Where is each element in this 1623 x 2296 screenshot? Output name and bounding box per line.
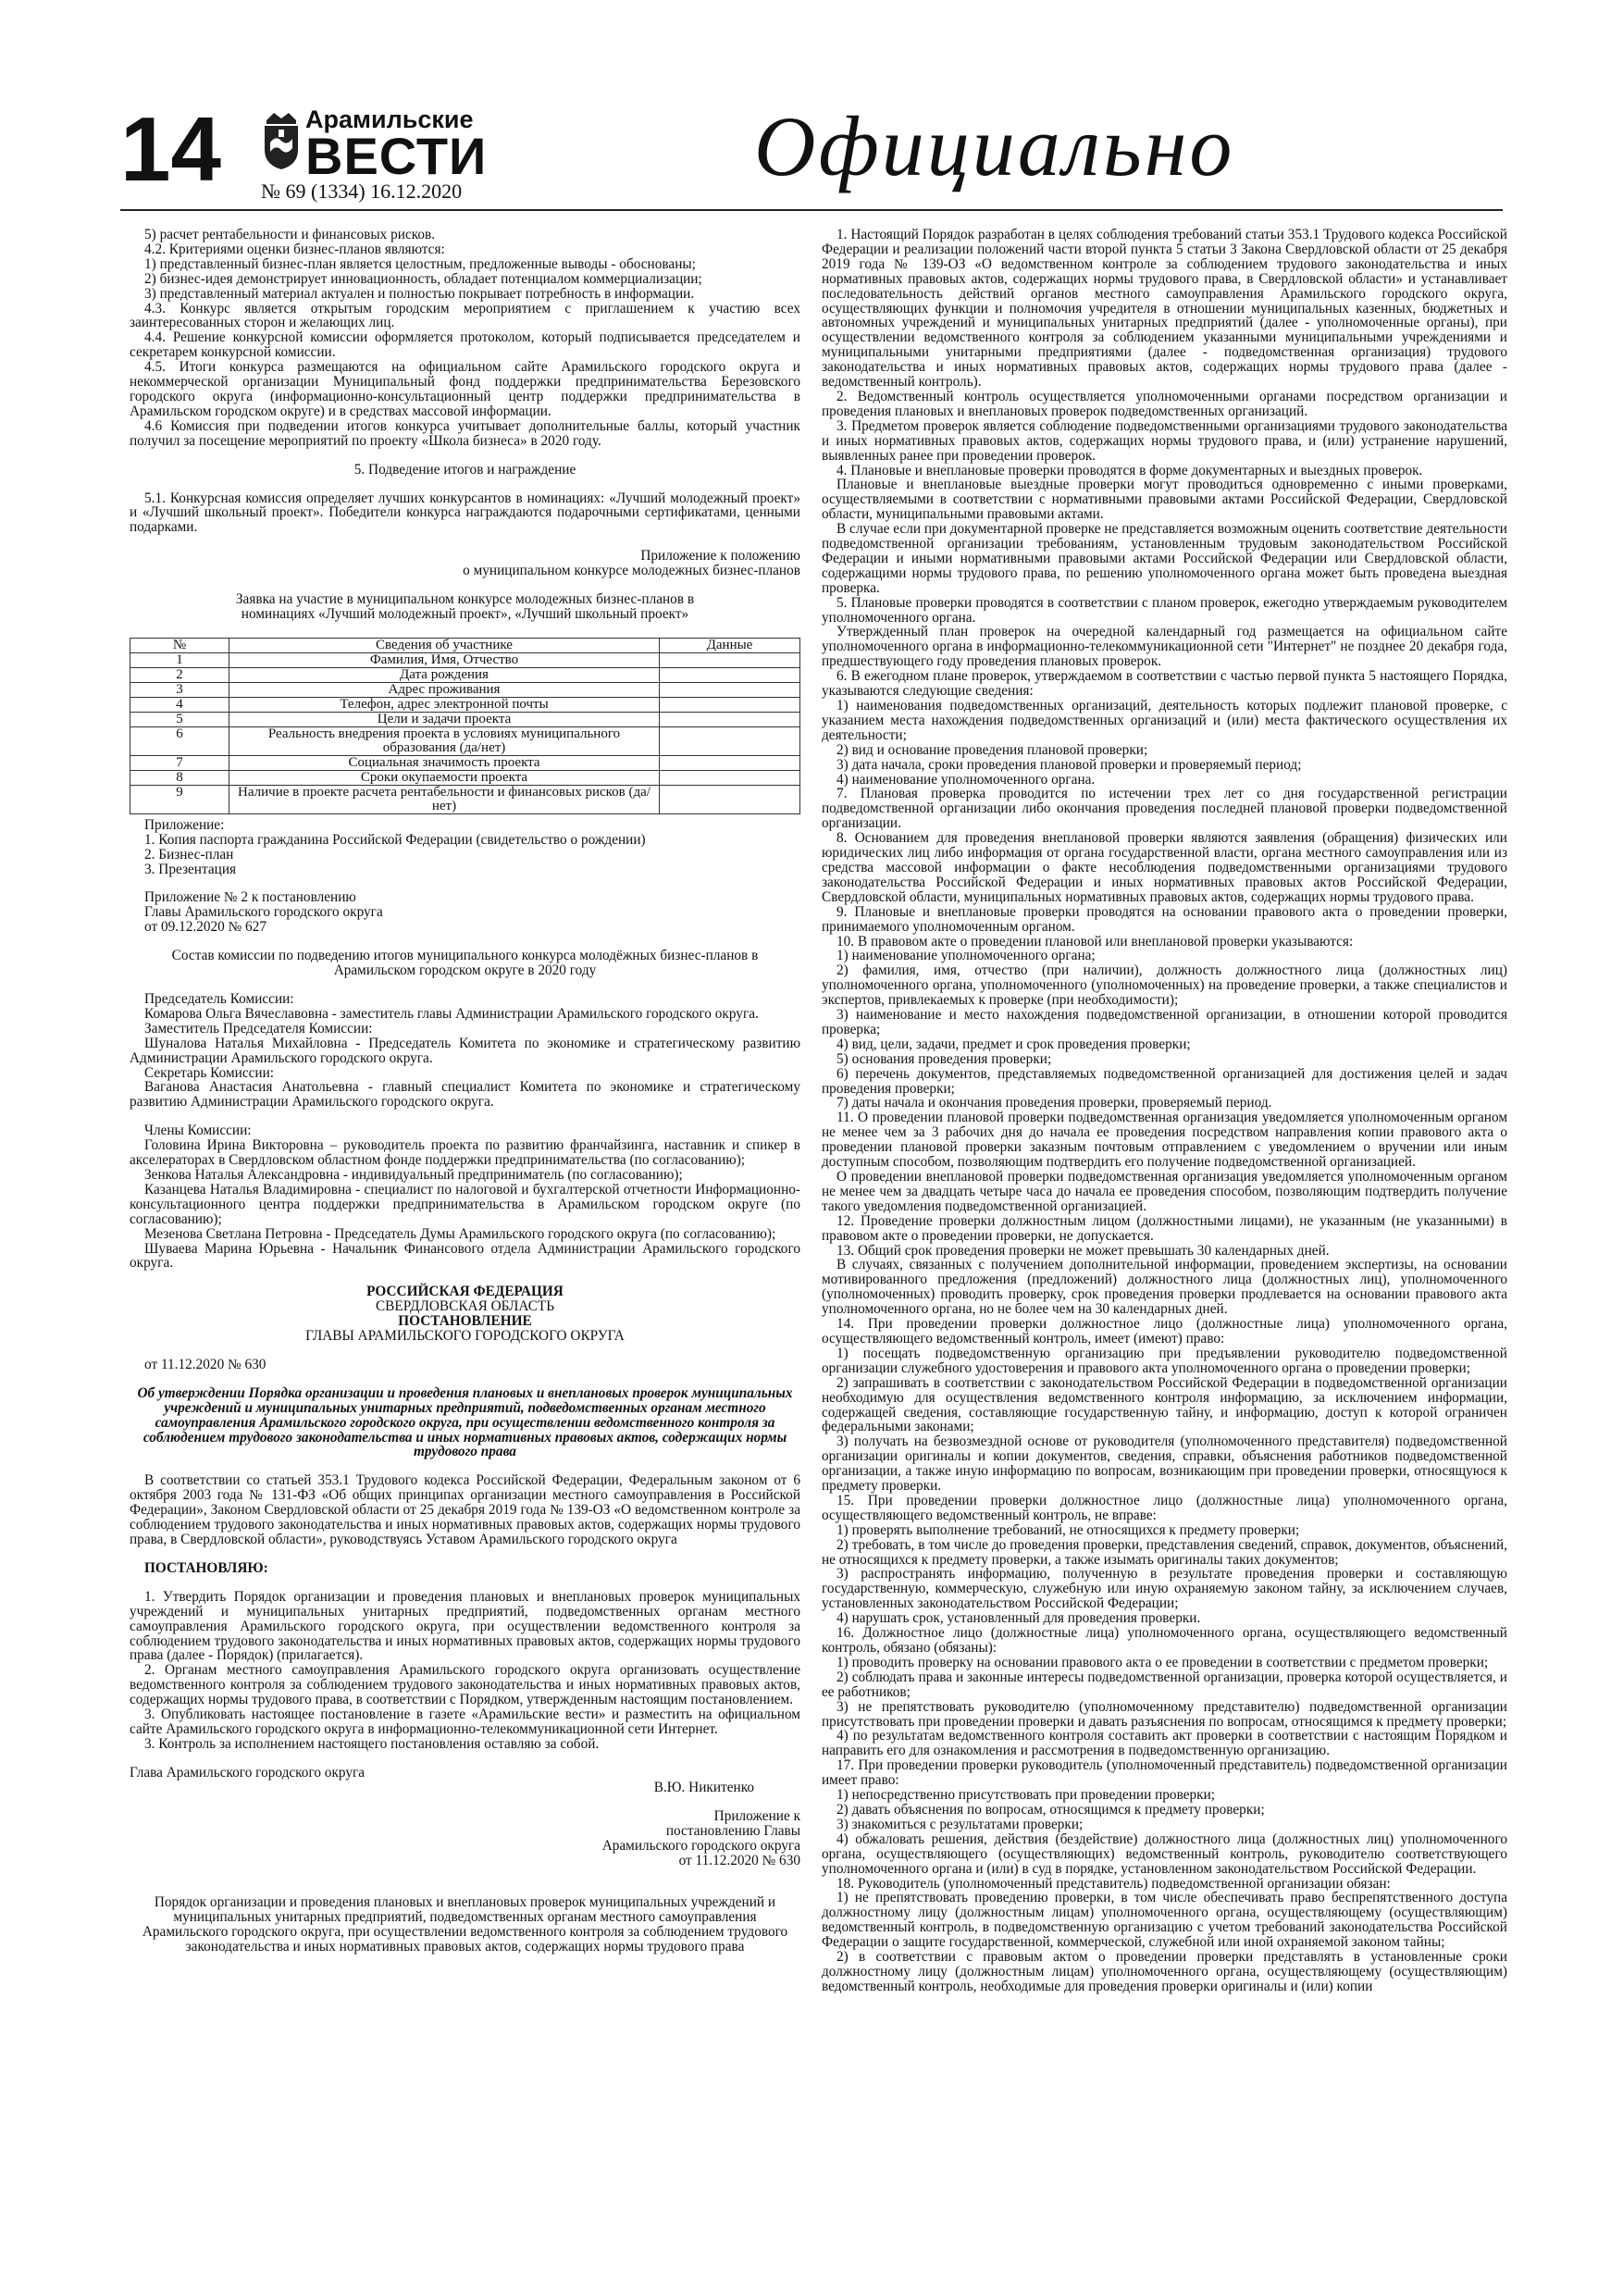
decree-header: СВЕРДЛОВСКАЯ ОБЛАСТЬ	[375, 1298, 555, 1315]
paragraph: 18. Руководитель (уполномоченный представитель) подведомственной организации обязан:	[836, 1875, 1391, 1892]
table-cell: 5	[130, 712, 229, 726]
order-title: Порядок организации и проведения плановых и внеплановых проверок муниципальных учреждений и муниципальных унитарных предприятий, подведомственных органам местного самоуправления Арамильского городского округа, при осуществлении ведомственного контроля за соблюдением трудового законодательства и иных нормативных правовых актов, содержащих нормы трудового права	[142, 1894, 788, 1955]
paragraph: Шуналова Наталья Михайловна - Председатель Комитета по экономике и стратегическому развитию Администрации Арамильского городского округа.	[130, 1035, 800, 1066]
paragraph: 5) основания проведения проверки;	[836, 1050, 1052, 1067]
table-cell: 3	[130, 682, 229, 697]
table-row	[130, 785, 800, 813]
paragraph: 3) дата начала, сроки проведения плановой проверки и проверяемый период;	[836, 756, 1302, 773]
table-cell: Телефон, адрес электронной почты	[229, 697, 660, 712]
paragraph: 8. Основанием для проведения внеплановой проверки являются заявления (обращения) физических или юридических лиц либо информация от органа государственной власти, органа местного самоуправления или из средства массовой информации о факте несоблюдения подведомственными организациями трудового законодательства Российской Федерации и иных нормативных правовых актов Российской Федерации, Свердловской области, муниципальных нормативных правовых актов, содержащих нормы трудового права.	[822, 830, 1507, 905]
paragraph: 4.4. Решение конкурсной комиссии оформляется протоколом, который подписывается председателем и секретарем конкурсной комиссии.	[130, 329, 800, 361]
paragraph: 3) не препятствовать руководителю (уполномоченному представителю) подведомственной организации присутствовать при проведении проверки и давать разъяснения по вопросам, относящимся к предмету проверки;	[822, 1698, 1507, 1730]
table-row	[130, 770, 800, 785]
appendix-note: от 09.12.2020 № 627	[144, 919, 266, 936]
appendix-note: Арамильского городского округа	[601, 1837, 800, 1854]
paragraph: 7. Плановая проверка проводится по истечении трех лет со дня государственной регистрации подведомственной организации либо окончания проведения последней плановой проверки подведомственной организации.	[822, 786, 1507, 832]
paragraph: 7) даты начала и окончания проведения проверки, проверяемый период.	[836, 1095, 1272, 1111]
paragraph: 4) по результатам ведомственного контроля составить акт проверки в соответствии с настоящим Порядком и направить его для ознакомления и рассмотрения в подведомственную организацию.	[822, 1728, 1507, 1759]
paragraph: 3) знакомиться с результатами проверки;	[836, 1816, 1084, 1832]
table-cell: Сроки окупаемости проекта	[229, 770, 660, 785]
paragraph: Шуваева Марина Юрьевна - Начальник Финансового отдела Администрации Арамильского городского округа.	[130, 1240, 800, 1272]
table-row	[130, 755, 800, 770]
paragraph: Утвержденный план проверок на очередной календарный год размещается на официальном сайте уполномоченного органа в информационно-телекоммуникационной сети "Интернет" не позднее 20 декабря года, предшествующего году проведения плановых проверок.	[822, 624, 1507, 670]
appendix-note: от 11.12.2020 № 630	[678, 1852, 800, 1868]
table-cell	[660, 667, 800, 682]
table-cell: 9	[130, 785, 229, 813]
paragraph: 3. Контроль за исполнением настоящего постановления оставляю за собой.	[144, 1735, 600, 1752]
table-row	[130, 667, 800, 682]
form-title: Заявка на участие в муниципальном конкурсе молодежных бизнес-планов в номинациях «Лучший молодежный проект», «Лучший школьный проект»	[235, 591, 695, 622]
paragraph: 2) соблюдать права и законные интересы подведомственной организации, проверка которой осуществляется, и ее работников;	[822, 1669, 1507, 1700]
table-cell	[660, 712, 800, 726]
paragraph: 3) наименование и место нахождения подведомственной организации, в отношении которой проводится проверка;	[822, 1007, 1507, 1037]
paragraph: В случае если при документарной проверке не представляется возможным оценить соответствие деятельности подведомственной организации требованиям, установленным трудовым законодательством Российской Федерации и иными нормативными правовыми актами Российской Федерации или Свердловской области, содержащими нормы трудового права, по решению уполномоченного органа может быть проведена выездная проверка.	[822, 521, 1507, 596]
table-cell	[660, 770, 800, 785]
paragraph: 10. В правовом акте о проведении плановой или внеплановой проверки указываются:	[836, 933, 1354, 949]
paragraph: 1) наименования подведомственных организаций, деятельность которых подлежит плановой проверке, с указанием места нахождения подведомственных организаций и (или) места фактического осуществления их деятельности;	[822, 698, 1507, 743]
appendix-note: о муниципальном конкурсе молодежных бизнес-планов	[463, 563, 800, 579]
paragraph: 5.1. Конкурсная комиссия определяет лучших конкурсантов в номинациях: «Лучший молодежный проект» и «Лучший школьный проект». Победители конкурса награждаются подарочными сертификатами, ценными подарками.	[130, 490, 800, 536]
table-cell: 4	[130, 697, 229, 712]
appendix-note: Приложение к	[713, 1807, 800, 1824]
appendix-note: Приложение № 2 к постановлению	[144, 889, 356, 906]
table-cell: 6	[130, 726, 229, 755]
table-row	[130, 697, 800, 712]
issue-number: № 69 (1334) 16.12.2020	[261, 180, 463, 203]
decree-heading: Об утверждении Порядка организации и проведения плановых и внеплановых проверок муниципальных учреждений и муниципальных унитарных предприятий, подведомственных органам местного самоуправления Арамильского городского округа, при осуществлении ведомственного контроля за соблюдением трудового законодательства и иных нормативных правовых актов, содержащих нормы трудового права	[137, 1384, 793, 1460]
paragraph: 15. При проведении проверки должностное лицо (должностные лица) уполномоченного органа, осуществляющего ведомственный контроль, не вправе:	[822, 1492, 1507, 1523]
paragraph: 3. Опубликовать настоящее постановление в газете «Арамильские вести» и разместить на официальном сайте Арамильского городского округа в информационно-телекоммуникационной сети Интернет.	[130, 1706, 800, 1737]
table-cell: Адрес проживания	[229, 682, 660, 697]
table-cell: Реальность внедрения проекта в условиях муниципального образования (да/нет)	[229, 726, 660, 755]
table-header-cell: Данные	[660, 638, 800, 652]
paragraph: 1) представленный бизнес-план является целостным, предложенные выводы - обоснованы;	[144, 255, 696, 272]
decree-header: ГЛАВЫ АРАМИЛЬСКОГО ГОРОДСКОГО ОКРУГА	[305, 1328, 625, 1345]
decree-header: РОССИЙСКАЯ ФЕДЕРАЦИЯ	[366, 1284, 564, 1300]
paragraph: Члены Комиссии:	[144, 1123, 252, 1139]
paragraph: 2) бизнес-идея демонстрирует инновационность, обладает потенциалом коммерциализации;	[144, 270, 702, 287]
rules-block	[130, 228, 800, 449]
paragraph: 1) проверять выполнение требований, не относящихся к предмету проверки;	[836, 1521, 1300, 1538]
paragraph: 6) перечень документов, представляемых подведомственной организацией для достижения целей и задач проведения проверки;	[822, 1065, 1507, 1097]
signer-name: В.Ю. Никитенко	[653, 1779, 754, 1795]
table-row	[130, 726, 800, 755]
table-cell	[660, 697, 800, 712]
paragraph: 4.6 Комиссия при подведении итогов конкурса учитывает дополнительные баллы, который участник получил за посещение мероприятий по проекту «Школа бизнеса» в 2020 году.	[130, 417, 800, 449]
left-column	[130, 228, 800, 1955]
signer-title: Глава Арамильского городского округа	[130, 1764, 365, 1781]
table-cell: Социальная значимость проекта	[229, 755, 660, 770]
page-number: 14	[120, 98, 222, 200]
table-cell: Дата рождения	[229, 667, 660, 682]
header-divider	[120, 209, 1503, 211]
paragraph: 2. Ведомственный контроль осуществляется уполномоченными органами посредством организации и проведения плановых и внеплановых проверок подведомственных организаций.	[822, 388, 1507, 419]
paragraph: 2) в соответствии с правовым актом о проведении проверки представлять в установленные сроки должностному лицу (должностным лицам) уполномоченного органа, осуществляющему (осуществляющим) ведомственный контроль, необходимые для проведения проверки оригиналы и (или) копии	[822, 1949, 1507, 1994]
paragraph: 1) проводить проверку на основании правового акта о ее проведении в соответствии с предметом проверки;	[836, 1654, 1489, 1670]
paragraph: 1) посещать подведомственную организацию при предъявлении руководителю подведомственной организации служебного удостоверения и правового акта уполномоченного органа о проведении проверки;	[822, 1345, 1507, 1376]
coat-of-arms-icon	[261, 109, 302, 170]
paragraph: 4) вид, цели, задачи, предмет и срок проведения проверки;	[836, 1036, 1191, 1052]
paragraph: 2) вид и основание проведения плановой проверки;	[836, 741, 1148, 758]
paragraph: 17. При проведении проверки руководитель (уполномоченный представитель) подведомственной организации имеет право:	[822, 1757, 1507, 1789]
paragraph: О проведении внеплановой проверки подведомственная организация уведомляется уполномоченным органом не менее чем за двадцать четыре часа до начала ее проведения способом, позволяющим подтвердить получение такого уведомления подведомственной организацией.	[822, 1169, 1507, 1214]
table-cell: 8	[130, 770, 229, 785]
paragraph: 3) распространять информацию, полученную в результате проведения проверки и составляющую государственную, коммерческую, служебную или иную охраняемую законом тайну, за исключением случаев, установленных законодательством Российской Федерации;	[822, 1566, 1507, 1612]
appendix-note: Главы Арамильского городского округа	[144, 904, 383, 921]
attachment-list: Приложение:	[144, 816, 225, 833]
attachment-item: 1. Копия паспорта гражданина Российской Федерации (свидетельство о рождении)	[144, 831, 646, 848]
paragraph: 9. Плановые и внеплановые проверки проводятся на основании правового акта о проведении проверки, принимаемого уполномоченным органом.	[822, 903, 1507, 935]
table-header-row	[130, 638, 800, 652]
newspaper-logo	[261, 105, 488, 185]
paragraph: 4.5. Итоги конкурса размещаются на официальном сайте Арамильского городского округа и некоммерческой организации Муниципальный фонд поддержки предпринимательства Березовского городского округа (информационно-консультационный центр поддержки предпринимательства в Арамильском городском округе) и в средствах массовой информации.	[130, 359, 800, 419]
paragraph: 1) наименование уполномоченного органа;	[836, 948, 1096, 964]
paragraph: 1) не препятствовать проведению проверки, в том числе обеспечивать право беспрепятственного доступа должностному лицу (должностным лицам) уполномоченного органа, осуществляющему (осуществляющим) ведомственный контроль, в подведомственную организацию с учетом требований законодательства Российской Федерации о защите государственной, коммерческой, служебной или иной охраняемой законом тайны;	[822, 1890, 1507, 1951]
appendix-note: Приложение к положению	[640, 548, 800, 565]
paragraph: 3) представленный материал актуален и полностью покрывает потребность в информации.	[144, 285, 695, 302]
paragraph: 12. Проведение проверки должностным лицом (должностными лицами), не указанным (не указанными) в правовом акте о проведении проверки, не допускается.	[822, 1212, 1507, 1244]
paragraph: 1. Утвердить Порядок организации и проведения плановых и внеплановых проверок муниципальных учреждений и муниципальных унитарных предприятий, подведомственных органам местного самоуправления Арамильского городского округа, при осуществлении ведомственного контроля за соблюдением трудового законодательства и иных нормативных правовых актов, содержащих нормы трудового права (далее - Порядок) (прилагается).	[130, 1588, 800, 1664]
decree-resolution: ПОСТАНОВЛЯЮ:	[144, 1559, 268, 1576]
table-cell	[660, 652, 800, 667]
table-header-cell: №	[130, 638, 229, 652]
table-cell: Фамилия, Имя, Отчество	[229, 652, 660, 667]
paragraph: Плановые и внеплановые выездные проверки могут проводиться одновременно с иными проверками, осуществляемыми в соответствии с нормативными правовыми актами Российской Федерации, Свердловской области, муниципальными правовыми актами.	[822, 477, 1507, 523]
paragraph: Зенкова Наталья Александровна - индивидуальный предприниматель (по согласованию);	[144, 1166, 683, 1183]
paragraph: Головина Ирина Викторовна – руководитель проекта по развитию франчайзинга, наставник и спикер в акселераторах в Свердловском областном фонде поддержки предпринимательства (по согласованию);	[130, 1137, 800, 1169]
table-row	[130, 682, 800, 697]
brand-name-top: Арамильские	[305, 105, 474, 133]
attachment-item: 2. Бизнес-план	[144, 846, 234, 863]
paragraph: 4. Плановые и внеплановые проверки проводятся в форме документарных и выездных проверок.	[836, 462, 1423, 478]
paragraph: 11. О проведении плановой проверки подведомственная организация уведомляется уполномоченным органом не менее чем за 3 рабочих дня до начала ее проведения посредством направления копии правового акта о проведении плановой проверки заказным почтовым отправлением с уведомлением о вручении или иным доступным способом, позволяющим подтвердить его получение подведомственной организацией.	[822, 1110, 1507, 1171]
brand-name-main: ВЕСТИ	[305, 127, 488, 185]
application-table	[130, 638, 800, 814]
paragraph: 6. В ежегодном плане проверок, утверждаемом в соответствии с частью первой пункта 5 настоящего Порядка, указываются следующие сведения:	[822, 668, 1507, 700]
paragraph: 4) обжаловать решения, действия (бездействие) должностного лица (должностных лиц) уполномоченного органа, осуществляющего (осуществляющих) ведомственный контроль, руководителю соответствующего уполномоченного органа и (или) в суд в порядке, установленном законодательством Российской Федерации.	[822, 1831, 1507, 1877]
paragraph: В случаях, связанных с получением дополнительной информации, проведением экспертизы, на основании мотивированного предложения (предложений) должностного лица (должностных лиц), уполномоченного (уполномоченных) проводить проверку, срок проведения проверки продлевается на основании правового акта уполномоченного органа, но не более чем на 30 календарных дней.	[822, 1257, 1507, 1318]
table-cell: 2	[130, 667, 229, 682]
paragraph: 2) давать объяснения по вопросам, относящимся к предмету проверки;	[836, 1801, 1265, 1818]
paragraph: 2) фамилия, имя, отчество (при наличии), должность должностного лица (должностных лиц) уполномоченного органа, уполномоченного (уполномоченных) на проведение проверки, а также специалистов и экспертов, привлекаемых к проверке (при необходимости);	[822, 962, 1507, 1009]
paragraph: 2) требовать, в том числе до проведения проверки, представления сведений, справок, документов, объяснений, не относящихся к предмету проверки, а также изымать оригиналы таких документов;	[822, 1536, 1507, 1568]
paragraph: 4.2. Критериями оценки бизнес-планов являются:	[144, 241, 445, 257]
table-cell: 1	[130, 652, 229, 667]
table-cell	[660, 682, 800, 697]
paragraph: 3. Предметом проверок является соблюдение подведомственными организациями трудового законодательства и иных нормативных правовых актов, содержащих нормы трудового права, и (или) устранение нарушений, выявленных ранее при проведении проверок.	[822, 417, 1507, 464]
paragraph: 2. Органам местного самоуправления Арамильского городского округа организовать осуществление ведомственного контроля за соблюдением трудового законодательства и иных нормативных правовых актов, содержащих нормы трудового права, в соответствии с Порядком, утвержденным настоящим постановлением.	[130, 1662, 800, 1708]
paragraph: Ваганова Анастасия Анатольевна - главный специалист Комитета по экономике и стратегическому развитию Администрации Арамильского городского округа.	[130, 1079, 800, 1111]
paragraph: Мезенова Светлана Петровна - Председатель Думы Арамильского городского округа (по согласованию);	[144, 1225, 776, 1242]
attachment-item: 3. Презентация	[144, 861, 237, 877]
paragraph: 16. Должностное лицо (должностные лица) уполномоченного органа, осуществляющего ведомственный контроль, обязано (обязаны):	[822, 1625, 1507, 1656]
paragraph: 5. Плановые проверки проводятся в соответствии с планом проверок, ежегодно утверждаемым руководителем уполномоченного органа.	[822, 594, 1507, 626]
decree-date: от 11.12.2020 № 630	[144, 1356, 266, 1372]
paragraph: 4) нарушать срок, установленный для проведения проверки.	[836, 1610, 1201, 1627]
paragraph: Казанцева Наталья Владимировна - специалист по налоговой и бухгалтерской отчетности Информационно-консультационного центра поддержки предпринимательства в Арамильском городском округе (по согласованию);	[130, 1181, 800, 1227]
paragraph: 4) наименование уполномоченного органа.	[836, 771, 1096, 788]
paragraph: 1) непосредственно присутствовать при проведении проверки;	[836, 1787, 1216, 1804]
table-row	[130, 652, 800, 667]
table-cell: 7	[130, 755, 229, 770]
section-heading: 5. Подведение итогов и награждение	[353, 461, 576, 478]
commission-title: Состав комиссии по подведению итогов муниципального конкурса молодёжных бизнес-планов в Арамильском городском округе в 2020 году	[171, 948, 759, 979]
paragraph: В соответствии со статьей 353.1 Трудового кодекса Российской Федерации, Федеральным законом от 6 октября 2003 года № 131-ФЗ «Об общих принципах организации местного самоуправления в Российской Федерации», Законом Свердловской области от 25 декабря 2019 года № 139-ОЗ «О ведомственном контроле за соблюдением трудового законодательства и иных нормативных правовых актов, содержащих нормы трудового права, в Свердловской области», руководствуясь Уставом Арамильского городского округа	[130, 1472, 800, 1547]
right-column	[822, 228, 1507, 1994]
table-cell	[660, 726, 800, 755]
table-cell	[660, 755, 800, 770]
paragraph: 2) запрашивать в соответствии с законодательством Российской Федерации в подведомственной организации необходимую для осуществления ведомственного контроля информацию, за исключением информации, содержащей сведения, составляющие государственную тайну, и информацию, доступ к которой ограничен федеральными законами;	[822, 1374, 1507, 1435]
signature-block	[130, 1766, 800, 1795]
appendix-note: постановлению Главы	[665, 1822, 800, 1839]
table-cell: Наличие в проекте расчета рентабельности и финансовых рисков (да/нет)	[229, 785, 660, 813]
table-cell: Цели и задачи проекта	[229, 712, 660, 726]
paragraph: 14. При проведении проверки должностное лицо (должностные лица) уполномоченного органа, осуществляющего ведомственный контроль, имеет (имеют) право:	[822, 1316, 1507, 1347]
decree-header: ПОСТАНОВЛЕНИЕ	[398, 1313, 532, 1330]
table-cell	[660, 785, 800, 813]
paragraph: 5) расчет рентабельности и финансовых рисков.	[144, 227, 436, 242]
section-title: Официально	[754, 99, 1235, 193]
paragraph: 4.3. Конкурс является открытым городским мероприятием с приглашением к участию всех заинтересованных сторон и желающих лиц.	[130, 300, 800, 331]
paragraph: Заместитель Председателя Комиссии:	[144, 1020, 373, 1036]
table-header-cell: Сведения об участнике	[229, 638, 660, 652]
paragraph: Комарова Ольга Вячеславовна - заместитель главы Администрации Арамильского городского округа.	[144, 1005, 759, 1022]
paragraph: 3) получать на безвозмездной основе от руководителя (уполномоченного представителя) подведомственной организации оригиналы и копии документов, сведения, справки, объяснения работников подведомственной организации, а также иную информацию по вопросам, возникающим при проведении проверки, относящуюся к предмету проверки.	[822, 1433, 1507, 1495]
paragraph: Председатель Комиссии:	[144, 991, 294, 1007]
paragraph: 13. Общий срок проведения проверки не может превышать 30 календарных дней.	[836, 1242, 1330, 1259]
table-row	[130, 712, 800, 726]
paragraph: 1. Настоящий Порядок разработан в целях соблюдения требований статьи 353.1 Трудового кодекса Российской Федерации и реализации положений части второй пункта 5 статьи 3 Закона Свердловской области от 25 декабря 2019 года № 139-ОЗ «О ведомственном контроле за соблюдением трудового законодательства и иных нормативных правовых актов, содержащих нормы трудового права, в Свердловской области» и устанавливает последовательность действий органов местного самоуправления Арамильского городского округа, осуществляющих функции и полномочия учредителя в отношении муниципальных казенных, бюджетных и автономных учреждений и муниципальных унитарных предприятий (далее - уполномоченные органы), при осуществлении ведомственного контроля за соблюдением указанными муниципальными учреждениями и муниципальными унитарными предприятиями (далее - подведомственная организация) трудового законодательства и иных нормативных правовых актов, содержащих нормы трудового права (далее - ведомственный контроль).	[822, 227, 1507, 391]
paragraph: Секретарь Комиссии:	[144, 1064, 275, 1081]
